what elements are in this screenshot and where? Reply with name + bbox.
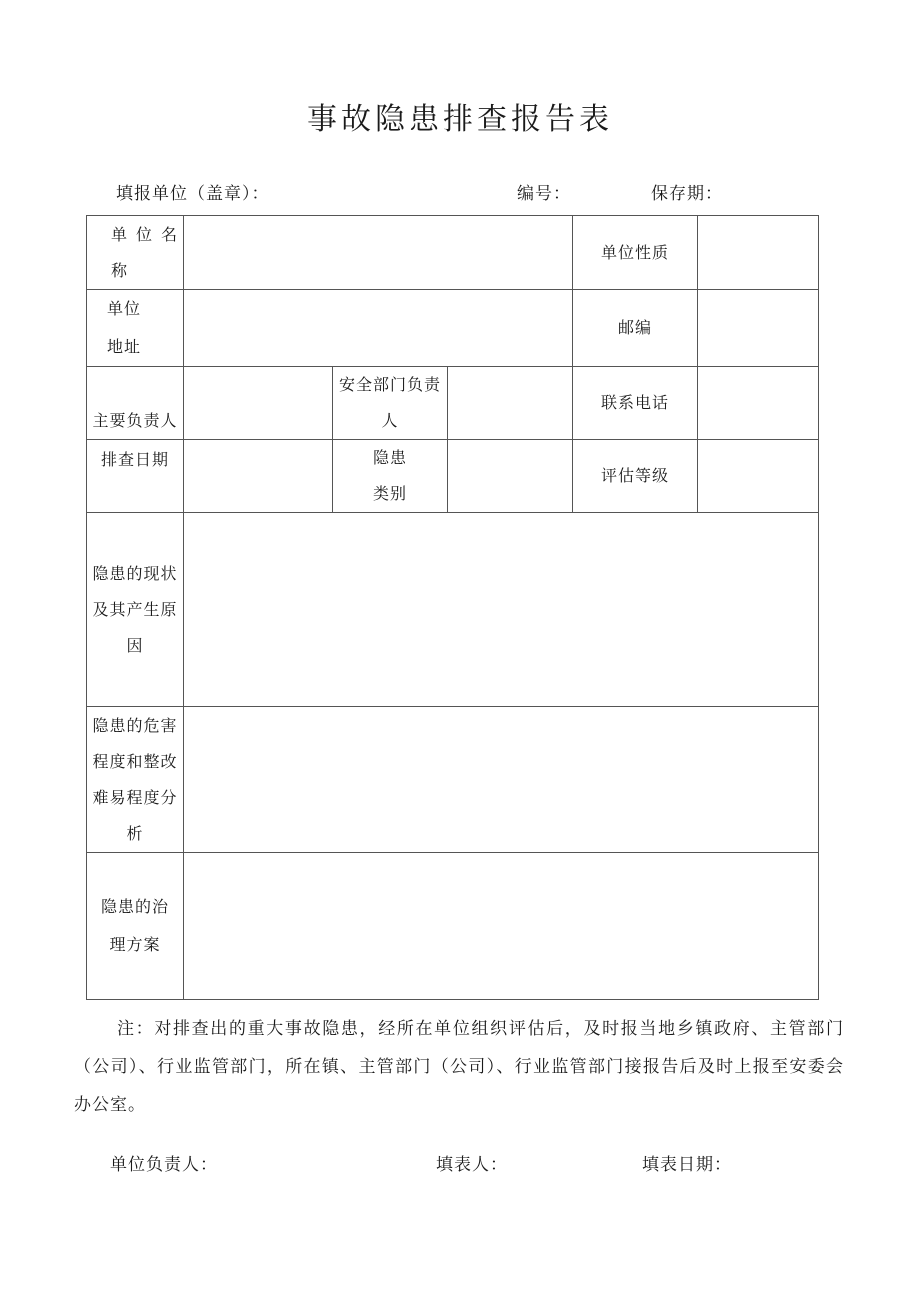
retention-label: 保存期：	[651, 184, 723, 204]
postcode-label: 邮编	[573, 290, 698, 367]
filler-label: 填表人：	[436, 1155, 508, 1175]
unit-leader-label: 单位负责人：	[110, 1155, 218, 1175]
contact-phone-field[interactable]	[698, 367, 819, 440]
main-leader-field[interactable]	[184, 367, 333, 440]
evaluation-level-label: 评估等级	[573, 440, 698, 513]
hazard-severity-label: 隐患的危害程度和整改难易程度分析	[87, 707, 184, 853]
inspection-date-label: 排查日期	[87, 440, 184, 513]
hazard-status-field[interactable]	[184, 513, 819, 707]
unit-nature-label: 单位性质	[573, 216, 698, 290]
hazard-plan-label: 隐患的治理方案	[87, 853, 184, 1000]
contact-phone-label: 联系电话	[573, 367, 698, 440]
hazard-type-field[interactable]	[448, 440, 573, 513]
hazard-status-label: 隐患的现状及其产生原因	[87, 513, 184, 707]
postcode-field[interactable]	[698, 290, 819, 367]
unit-name-label: 单位名称	[87, 216, 184, 290]
safety-dept-field[interactable]	[448, 367, 573, 440]
unit-nature-field[interactable]	[698, 216, 819, 290]
hazard-plan-field[interactable]	[184, 853, 819, 1000]
report-form-table	[86, 215, 819, 1000]
inspection-date-field[interactable]	[184, 440, 333, 513]
unit-name-field[interactable]	[184, 216, 573, 290]
unit-address-field[interactable]	[184, 290, 573, 367]
main-leader-label: 主要负责人	[87, 367, 184, 440]
fill-date-label: 填表日期：	[642, 1155, 732, 1175]
page-title: 事故隐患排查报告表	[307, 102, 613, 137]
evaluation-level-field[interactable]	[698, 440, 819, 513]
note-text: 注：对排查出的重大事故隐患，经所在单位组织评估后，及时报当地乡镇政府、主管部门（公司）、行业监管部门，所在镇、主管部门（公司）、行业监管部门接报告后及时上报至安委会办公室。	[74, 1019, 844, 1115]
unit-label: 填报单位（盖章）：	[116, 184, 270, 204]
hazard-type-label: 隐患 类别	[333, 440, 448, 513]
number-label: 编号：	[517, 184, 571, 204]
unit-address-label: 单位 地址	[87, 290, 184, 367]
safety-dept-label: 安全部门负责 人	[333, 367, 448, 440]
hazard-severity-field[interactable]	[184, 707, 819, 853]
